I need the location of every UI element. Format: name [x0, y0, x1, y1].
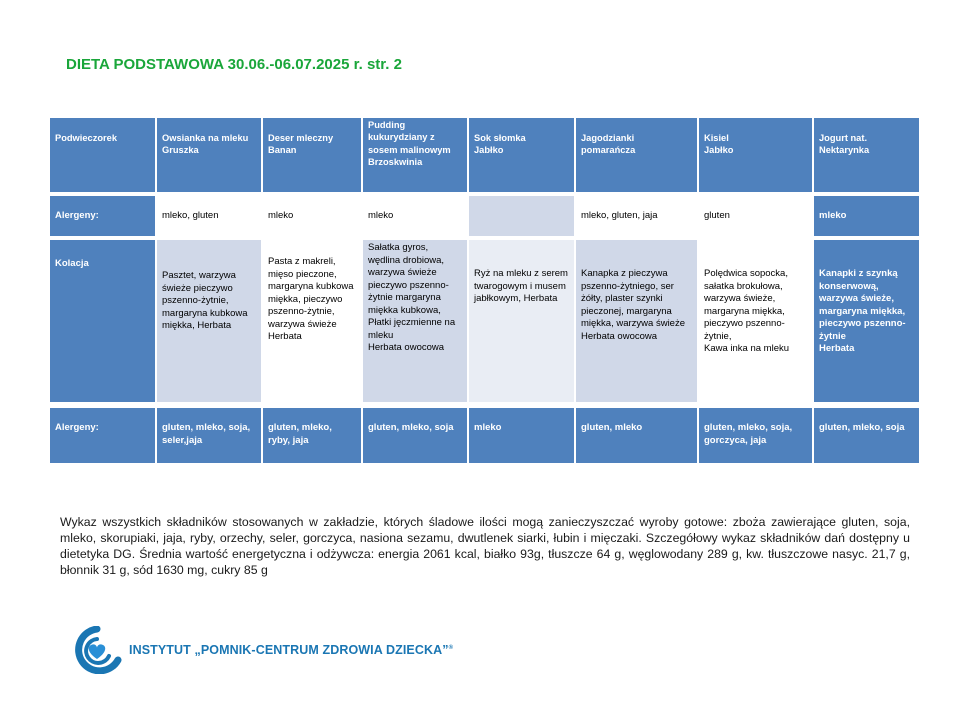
row-label-podwieczorek: Podwieczorek [50, 118, 155, 192]
allergen-cell: mleko, gluten [157, 196, 261, 236]
meal-cell: Jogurt nat. Nektarynka [814, 118, 919, 192]
allergen-cell: gluten [699, 196, 812, 236]
allergen-cell [469, 196, 574, 236]
meal-cell: Sok słomka Jabłko [469, 118, 574, 192]
table-row-alergeny-2 [50, 408, 913, 463]
institute-name: INSTYTUT „POMNIK-CENTRUM ZDROWIA DZIECKA”® [129, 643, 454, 657]
registered-mark: ® [448, 644, 454, 651]
meal-cell: Sałatka gyros, wędlina drobiowa, warzywa świeże pieczywo pszenno-żytnie margaryna miękka kubkowa, Płatki jęczmienne na mleku Herbata owocowa [363, 240, 467, 402]
meal-cell: Pasta z makreli, mięso pieczone, margaryna kubkowa miękka, pieczywo pszenno-żytnie, warzywa świeże Herbata [263, 240, 361, 402]
table-row-kolacja [50, 240, 913, 402]
allergen-cell: gluten, mleko, ryby, jaja [263, 408, 361, 463]
heart-logo-icon [66, 626, 128, 674]
meal-cell: Jagodzianki pomarańcza [576, 118, 697, 192]
meal-cell: Polędwica sopocka, sałatka brokułowa, warzywa świeże, margaryna miękka, pieczywo pszenno-żytnie, Kawa inka na mleku [699, 240, 812, 402]
allergen-cell: mleko [814, 196, 919, 236]
allergen-cell: gluten, mleko, soja [814, 408, 919, 463]
allergen-cell: mleko [363, 196, 467, 236]
allergen-cell: gluten, mleko [576, 408, 697, 463]
table-row-podwieczorek [50, 118, 913, 192]
allergen-cell: gluten, mleko, soja, gorczyca, jaja [699, 408, 812, 463]
row-label-alergeny: Alergeny: [50, 196, 155, 236]
allergen-cell: mleko [263, 196, 361, 236]
page-title: DIETA PODSTAWOWA 30.06.-06.07.2025 r. str. 2 [66, 56, 402, 73]
meal-cell: Kisiel Jabłko [699, 118, 812, 192]
meal-cell: Ryż na mleku z serem twarogowym i musem jabłkowym, Herbata [469, 240, 574, 402]
meal-cell: Pudding kukurydziany z sosem malinowym Brzoskwinia [363, 118, 467, 192]
allergen-cell: gluten, mleko, soja, seler,jaja [157, 408, 261, 463]
table-row-alergeny-1 [50, 196, 913, 236]
meal-cell: Kanapki z szynką konserwową, warzywa świeże, margaryna miękka, pieczywo pszenno-żytnie Herbata [814, 240, 919, 402]
meal-cell: Owsianka na mleku Gruszka [157, 118, 261, 192]
row-label-alergeny: Alergeny: [50, 408, 155, 463]
meal-cell: Deser mleczny Banan [263, 118, 361, 192]
allergen-cell: mleko, gluten, jaja [576, 196, 697, 236]
row-label-kolacja: Kolacja [50, 240, 155, 402]
allergen-cell: gluten, mleko, soja [363, 408, 467, 463]
meal-cell: Pasztet, warzywa świeże pieczywo pszenno-żytnie, margaryna kubkowa miękka, Herbata [157, 240, 261, 402]
ingredients-note: Wykaz wszystkich składników stosowanych w zakładzie, których śladowe ilości mogą zanieczyszczać wyroby gotowe: zboża zawierające gluten, soja, mleko, skorupiaki, jaja, ryby, orzechy, seler, gorczyca, nasiona sezamu, dwutlenek siarki, łubin i mięczaki. Szczegółowy wykaz składników dań dostępny u dietetyka DG. Średnia wartość energetyczna i odżywcza: energia 2061 kcal, białko 93g, tłuszcze 64 g, węglowodany 289 g, kw. tłuszczowe nasyc. 21,7 g, błonnik 31 g, sód 1630 mg, cukry 85 g [60, 515, 910, 577]
allergen-cell: mleko [469, 408, 574, 463]
meal-cell: Kanapka z pieczywa pszenno-żytniego, ser żółty, plaster szynki pieczonej, margaryna miękka, warzywa świeże Herbata owocowa [576, 240, 697, 402]
